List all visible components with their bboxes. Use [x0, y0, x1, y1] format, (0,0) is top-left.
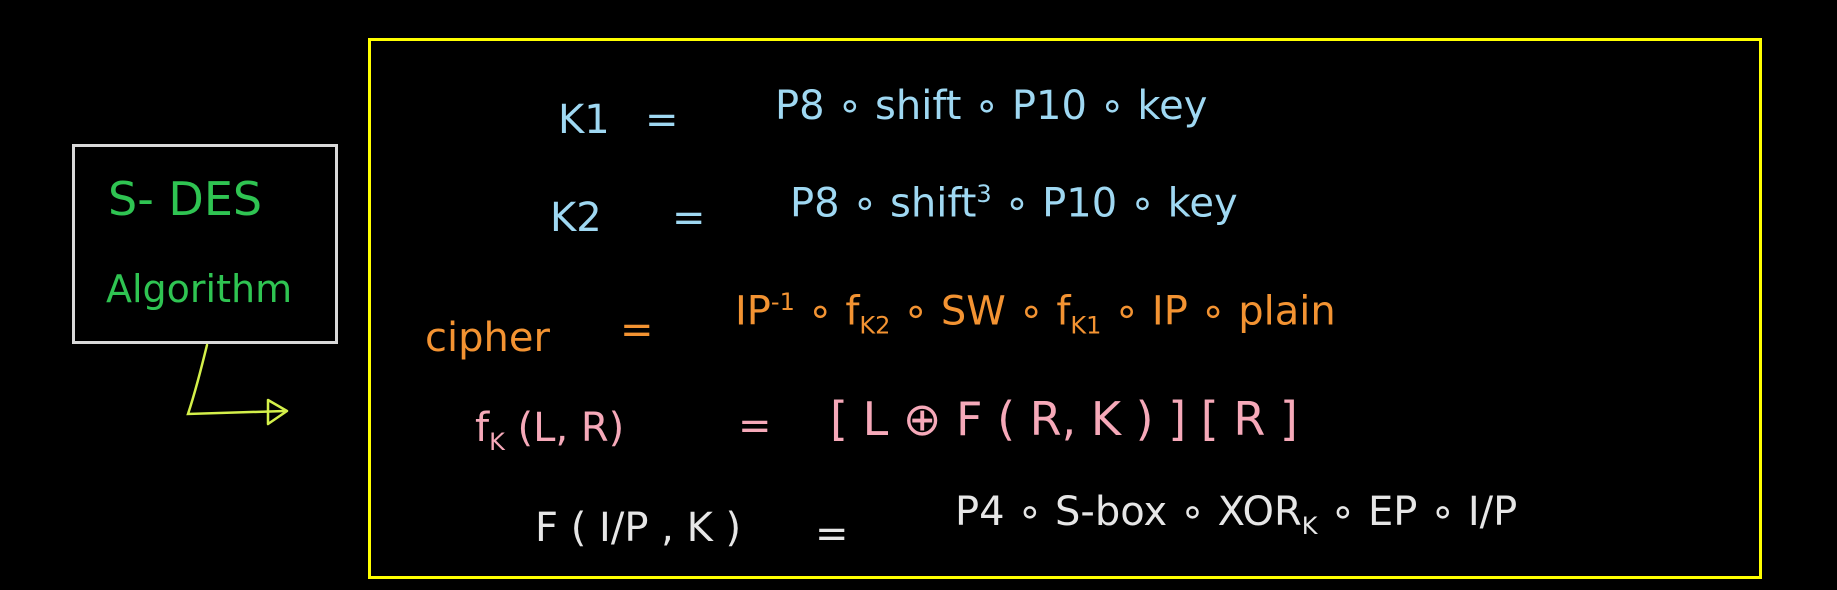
- k1-rhs: P8 ∘ shift ∘ P10 ∘ key: [775, 83, 1208, 129]
- fk-lhs: [475, 405, 625, 456]
- title-line-1: S- DES: [108, 172, 263, 226]
- cipher-ip-exponent: -1: [770, 288, 795, 316]
- F-lhs: F ( I/P , K ): [535, 505, 742, 551]
- cipher-equals: =: [620, 307, 654, 353]
- k2-lhs: K2: [550, 195, 602, 241]
- F-xor-subscript: K: [1301, 512, 1318, 540]
- k2-rhs-part1: P8 ∘ shift: [790, 180, 977, 227]
- cipher-f1-subscript: K2: [859, 311, 891, 340]
- k1-equals: =: [645, 97, 679, 143]
- cipher-mid: ∘ SW ∘ f: [890, 288, 1071, 335]
- cipher-lhs: cipher: [425, 315, 550, 361]
- fk-subscript: K: [489, 428, 505, 456]
- F-rhs-part2: ∘ EP ∘ I/P: [1317, 489, 1518, 535]
- k1-lhs: K1: [558, 97, 610, 143]
- k2-equals: =: [672, 195, 706, 241]
- cipher-tail: ∘ IP ∘ plain: [1101, 288, 1336, 335]
- fk-args: (L, R): [504, 405, 625, 451]
- F-rhs: [955, 489, 1518, 540]
- k2-rhs: [790, 180, 1238, 227]
- title-line-2: Algorithm: [106, 267, 293, 311]
- F-rhs-part1: P4 ∘ S-box ∘ XOR: [955, 489, 1302, 535]
- k2-shift-exponent: 3: [976, 180, 992, 208]
- cipher-ip: IP: [735, 288, 771, 335]
- cipher-f1: ∘ f: [794, 288, 860, 335]
- cipher-f2-subscript: K1: [1070, 311, 1102, 340]
- fk-equals: =: [738, 403, 772, 449]
- fk-f: f: [475, 405, 490, 451]
- k2-rhs-part2: ∘ P10 ∘ key: [991, 180, 1238, 227]
- F-equals: =: [815, 511, 849, 557]
- cipher-rhs: [735, 288, 1336, 340]
- fk-rhs: [ L ⊕ F ( R, K ) ] [ R ]: [830, 392, 1298, 446]
